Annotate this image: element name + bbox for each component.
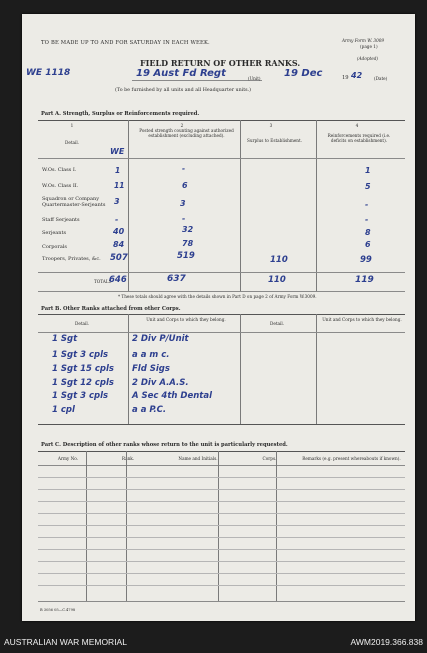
row-reinf: - (365, 200, 369, 209)
attached-unit: A Sec 4th Dental (132, 391, 212, 401)
row-posted: 519 (177, 251, 195, 261)
row-posted: - (182, 214, 186, 223)
attached-detail: 1 Sgt 3 cpls (52, 391, 109, 401)
row-detail: W.Os. Class I. (42, 167, 77, 173)
part-a-footnote: * These totals should agree with the details shown in Part D on page 2 of Army Form W.3009. (118, 294, 317, 299)
col-header-detail: Detail. (64, 140, 80, 145)
totals-reinf: 119 (355, 275, 374, 285)
grid-line (240, 314, 241, 424)
caption-accession: AWM2019.366.838 (350, 637, 423, 647)
unit-underline (132, 80, 262, 81)
grid-line (38, 291, 405, 292)
row-we: 11 (114, 181, 125, 190)
ruled-line (38, 513, 405, 514)
grid-line (38, 601, 405, 602)
grid-line (38, 465, 405, 466)
row-reinf: 6 (365, 240, 371, 249)
unit-label: (Unit) (248, 76, 261, 81)
attached-unit: a a P.C. (132, 405, 167, 415)
row-detail: Staff Serjeants (42, 217, 80, 223)
caption-source: AUSTRALIAN WAR MEMORIAL (4, 637, 127, 647)
date-value: 19 Dec (284, 68, 323, 79)
row-posted: 3 (180, 199, 186, 208)
row-reinf: 5 (365, 182, 371, 191)
ruled-line (38, 501, 405, 502)
year-value: 42 (351, 71, 363, 80)
part-b-header-unit-1: Unit and Corps to which they belong. (146, 317, 226, 322)
grid-line (316, 120, 317, 292)
ruled-line (38, 489, 405, 490)
row-reinf: 99 (360, 255, 372, 265)
caption-bar (0, 627, 427, 653)
row-we: 40 (113, 227, 125, 236)
year-prefix: 19 (342, 75, 349, 81)
furnish-note: (To be furnished by all units and all Headquarter units.) (115, 88, 252, 93)
grid-line (38, 158, 405, 159)
part-c-header-army-no: Army No. (57, 456, 79, 461)
part-c-rule (38, 451, 405, 452)
part-b-header-detail-2: Detail. (269, 321, 285, 326)
attached-detail: 1 cpl (52, 405, 75, 415)
part-c-header-remarks: Remarks (e.g. present whereabouts if known). (302, 456, 401, 461)
attached-detail: 1 Sgt 15 cpls (52, 364, 114, 374)
row-detail: Troopers, Privates, &c. (42, 256, 101, 262)
col-header-surplus: Surplus to Establishment. (246, 138, 303, 143)
grid-line (38, 332, 405, 333)
row-detail: W.Os. Class II. (42, 183, 79, 189)
row-reinf: 8 (365, 228, 371, 237)
row-we: 1 (115, 166, 121, 175)
grid-line (126, 451, 127, 601)
page-number: (page 1) (360, 44, 378, 49)
ruled-line (38, 477, 405, 478)
grid-line (86, 451, 87, 601)
grid-line (128, 314, 129, 424)
row-we: 84 (113, 240, 125, 249)
margin-note: WE 1118 (26, 68, 71, 78)
part-c-header-name: Name and Initials. (178, 456, 218, 461)
grid-line (38, 272, 405, 273)
row-posted: 6 (182, 181, 188, 190)
row-surplus: 110 (270, 255, 288, 265)
ruled-line (38, 573, 405, 574)
part-b-header-unit-2: Unit and Corps to which they belong. (322, 317, 402, 322)
part-c-header-rank: Rank. (121, 456, 135, 461)
part-b-header-detail-1: Detail. (74, 321, 90, 326)
grid-line (240, 120, 241, 292)
grid-line (316, 314, 317, 424)
row-reinf: - (365, 215, 369, 224)
part-a-rule (38, 120, 405, 121)
part-b-heading: Part B. Other Ranks attached from other Corps. (41, 306, 181, 312)
totals-surplus: 110 (268, 275, 286, 285)
row-posted: 32 (182, 225, 194, 234)
totals-label: TOTALS (94, 279, 112, 284)
ruled-line (38, 549, 405, 550)
attached-detail: 1 Sgt (52, 334, 78, 344)
ruled-line (38, 537, 405, 538)
part-c-header-corps: Corps. (262, 456, 277, 461)
form-title: FIELD RETURN OF OTHER RANKS. (140, 58, 301, 68)
col-header-posted: Posted strength counting against authorized establishment (excluding attached). (139, 128, 234, 138)
print-reference: B 3056 05—C.4798 (40, 608, 76, 612)
row-we: - (115, 215, 119, 224)
grid-line (38, 424, 405, 425)
form-number: Army Form W. 3009 (342, 38, 385, 43)
row-reinf: 1 (365, 166, 371, 175)
row-detail: Corporals (42, 244, 67, 250)
totals-posted: 637 (167, 274, 186, 284)
attached-unit: a a m c. (132, 350, 170, 360)
instruction-text: TO BE MADE UP TO AND FOR SATURDAY IN EACH WEEK. (41, 40, 210, 46)
attached-detail: 1 Sgt 12 cpls (52, 378, 114, 388)
grid-line (218, 451, 219, 601)
attached-unit: 2 Div P/Unit (132, 334, 189, 344)
unit-value: 19 Aust Fd Regt (136, 68, 226, 79)
part-c-heading: Part C. Description of other ranks whose return to the unit is particularly requested. (41, 442, 288, 448)
row-we: 3 (114, 197, 120, 206)
ruled-line (38, 585, 405, 586)
part-a-heading: Part A. Strength, Surplus or Reinforcements required. (41, 111, 200, 117)
ruled-line (38, 525, 405, 526)
row-detail: Squadron or Company Quartermaster-Serjeants (42, 196, 106, 208)
grid-line (276, 451, 277, 601)
col-number-4: 4 (355, 123, 359, 128)
row-we: 507 (110, 253, 128, 263)
totals-we: 646 (109, 275, 127, 285)
col-number-1: 1 (70, 123, 74, 128)
adopted-label: (Adopted) (357, 56, 379, 61)
row-posted: - (182, 164, 186, 173)
we-mark: WE (110, 147, 125, 156)
attached-unit: 2 Div A.A.S. (132, 378, 189, 388)
ruled-line (38, 561, 405, 562)
col-header-reinf: Reinforcements required (i.e. deficits on establishment). (327, 133, 391, 143)
col-number-3: 3 (269, 123, 273, 128)
col-number-2: 2 (180, 123, 184, 128)
date-label: (Date) (374, 76, 388, 81)
row-posted: 78 (182, 239, 194, 248)
attached-unit: Fld Sigs (132, 364, 170, 374)
form-sheet (22, 14, 415, 621)
attached-detail: 1 Sgt 3 cpls (52, 350, 109, 360)
part-b-rule (38, 314, 405, 315)
row-detail: Serjeants (42, 230, 67, 236)
